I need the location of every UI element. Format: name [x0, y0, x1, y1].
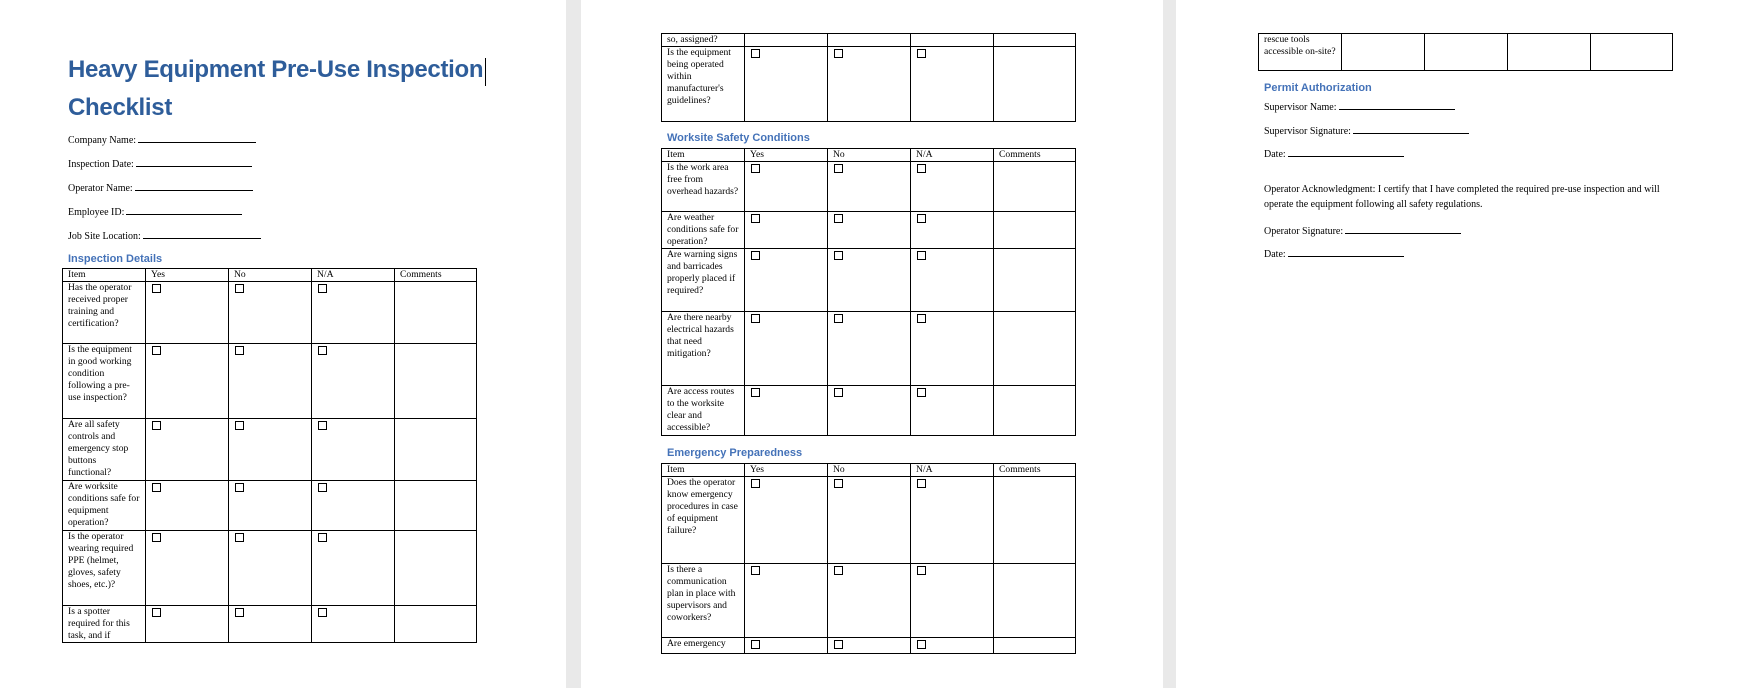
job-site-location-field[interactable]: [68, 229, 261, 242]
yes-cell[interactable]: [146, 606, 229, 643]
item-cell: Does the operator know emergency procedures in case of equipment failure?: [662, 477, 745, 564]
column-header-yes: Yes: [745, 464, 828, 477]
column-header-na: N/A: [911, 149, 994, 162]
na-cell[interactable]: [911, 162, 994, 212]
no-cell[interactable]: [229, 282, 312, 344]
no-checkbox[interactable]: [834, 314, 843, 323]
section-heading-worksite: Worksite Safety Conditions: [667, 132, 810, 144]
comments-cell[interactable]: [395, 282, 477, 344]
comments-cell[interactable]: [395, 606, 477, 643]
comments-cell[interactable]: [994, 386, 1076, 436]
column-header-comments: Comments: [395, 269, 477, 282]
table-row: [662, 638, 1076, 654]
field-label: Employee ID:: [68, 207, 125, 218]
no-cell[interactable]: [1425, 34, 1508, 71]
na-checkbox[interactable]: [318, 608, 327, 617]
comments-cell[interactable]: [994, 47, 1076, 122]
comments-cell[interactable]: [395, 344, 477, 419]
item-cell: Is the equipment in good working condition following a pre-use inspection?: [63, 344, 146, 419]
yes-checkbox[interactable]: [751, 49, 760, 58]
column-header-item: Item: [662, 149, 745, 162]
column-header-no: No: [828, 149, 911, 162]
no-cell[interactable]: [828, 564, 911, 638]
no-checkbox[interactable]: [235, 483, 244, 492]
item-cell: so, assigned?: [662, 34, 745, 47]
na-cell[interactable]: [911, 564, 994, 638]
no-cell[interactable]: [828, 47, 911, 122]
comments-cell[interactable]: [994, 564, 1076, 638]
emergency-table-continued: [1258, 33, 1673, 71]
yes-checkbox[interactable]: [751, 388, 760, 397]
yes-cell[interactable]: [146, 282, 229, 344]
table-row: [63, 282, 477, 344]
no-cell[interactable]: [828, 638, 911, 654]
na-checkbox[interactable]: [318, 284, 327, 293]
inspection-table-continued: [661, 33, 1076, 122]
comments-cell[interactable]: [395, 531, 477, 606]
yes-checkbox[interactable]: [751, 214, 760, 223]
inspection-table: [62, 268, 477, 643]
table-header-row: [63, 269, 477, 282]
na-cell[interactable]: [312, 419, 395, 481]
no-checkbox[interactable]: [235, 421, 244, 430]
no-checkbox[interactable]: [834, 566, 843, 575]
yes-cell[interactable]: [146, 481, 229, 531]
table-row: [662, 312, 1076, 386]
yes-checkbox[interactable]: [152, 346, 161, 355]
no-checkbox[interactable]: [834, 251, 843, 260]
na-checkbox[interactable]: [318, 533, 327, 542]
yes-cell[interactable]: [745, 564, 828, 638]
item-cell: Is the equipment being operated within manufacturer's guidelines?: [662, 47, 745, 122]
blank-line[interactable]: [1288, 247, 1404, 257]
supervisor-date-field[interactable]: [1264, 147, 1404, 160]
field-label: Supervisor Signature:: [1264, 126, 1351, 137]
na-cell[interactable]: [911, 47, 994, 122]
na-cell[interactable]: [911, 477, 994, 564]
yes-checkbox[interactable]: [152, 533, 161, 542]
na-cell[interactable]: [911, 34, 994, 47]
comments-cell[interactable]: [994, 312, 1076, 386]
blank-line[interactable]: [138, 133, 256, 143]
item-cell: Has the operator received proper training and certification?: [63, 282, 146, 344]
field-label: Job Site Location:: [68, 231, 141, 242]
na-checkbox[interactable]: [917, 566, 926, 575]
column-header-item: Item: [63, 269, 146, 282]
na-checkbox[interactable]: [917, 640, 926, 649]
yes-checkbox[interactable]: [751, 251, 760, 260]
na-cell[interactable]: [911, 638, 994, 654]
comments-cell[interactable]: [994, 34, 1076, 47]
yes-cell[interactable]: [745, 638, 828, 654]
no-checkbox[interactable]: [235, 346, 244, 355]
yes-cell[interactable]: [146, 419, 229, 481]
table-row: [662, 477, 1076, 564]
yes-cell[interactable]: [745, 312, 828, 386]
page-2: [581, 0, 1163, 688]
table-row: [63, 531, 477, 606]
field-label: Operator Name:: [68, 183, 133, 194]
no-checkbox[interactable]: [235, 608, 244, 617]
na-checkbox[interactable]: [917, 314, 926, 323]
page-gutter-left: [566, 0, 581, 688]
yes-cell[interactable]: [146, 531, 229, 606]
item-cell: Are emergency: [662, 638, 745, 654]
table-row: [662, 47, 1076, 122]
table-header-row: [662, 149, 1076, 162]
column-header-comments: Comments: [994, 149, 1076, 162]
na-cell[interactable]: [911, 386, 994, 436]
comments-cell[interactable]: [395, 419, 477, 481]
table-row: [662, 249, 1076, 312]
na-cell[interactable]: [911, 249, 994, 312]
field-label: Date:: [1264, 149, 1286, 160]
table-row: [662, 564, 1076, 638]
yes-checkbox[interactable]: [751, 314, 760, 323]
na-checkbox[interactable]: [318, 421, 327, 430]
table-row: [63, 344, 477, 419]
document-title: Heavy Equipment Pre-Use Inspection: [68, 56, 484, 83]
page-3: [1176, 0, 1753, 688]
na-checkbox[interactable]: [917, 251, 926, 260]
yes-cell[interactable]: [745, 477, 828, 564]
no-checkbox[interactable]: [834, 214, 843, 223]
blank-line[interactable]: [1353, 124, 1469, 134]
item-cell: Is a spotter required for this task, and if: [63, 606, 146, 643]
no-cell[interactable]: [828, 312, 911, 386]
na-cell[interactable]: [312, 282, 395, 344]
column-header-no: No: [229, 269, 312, 282]
comments-cell[interactable]: [395, 481, 477, 531]
yes-cell[interactable]: [745, 386, 828, 436]
no-cell[interactable]: [828, 34, 911, 47]
no-checkbox[interactable]: [834, 164, 843, 173]
na-checkbox[interactable]: [917, 164, 926, 173]
blank-line[interactable]: [1288, 147, 1404, 157]
column-header-na: N/A: [312, 269, 395, 282]
column-header-yes: Yes: [146, 269, 229, 282]
na-cell[interactable]: [911, 312, 994, 386]
emergency-table: [661, 463, 1076, 654]
company-name-field[interactable]: [68, 133, 256, 146]
item-cell: Are weather conditions safe for operation?: [662, 212, 745, 249]
yes-cell[interactable]: [745, 34, 828, 47]
field-label: Supervisor Name:: [1264, 102, 1337, 113]
comments-cell[interactable]: [994, 477, 1076, 564]
item-cell: Are all safety controls and emergency stop buttons functional?: [63, 419, 146, 481]
table-row: [662, 162, 1076, 212]
yes-checkbox[interactable]: [152, 284, 161, 293]
yes-cell[interactable]: [745, 47, 828, 122]
section-heading-emergency: Emergency Preparedness: [667, 447, 803, 459]
na-checkbox[interactable]: [917, 388, 926, 397]
no-cell[interactable]: [229, 531, 312, 606]
no-cell[interactable]: [828, 477, 911, 564]
na-cell[interactable]: [312, 481, 395, 531]
no-cell[interactable]: [229, 606, 312, 643]
no-cell[interactable]: [828, 386, 911, 436]
yes-cell[interactable]: [745, 249, 828, 312]
no-cell[interactable]: [229, 419, 312, 481]
table-row: [662, 34, 1076, 47]
no-cell[interactable]: [828, 212, 911, 249]
item-cell: Are worksite conditions safe for equipment operation?: [63, 481, 146, 531]
yes-checkbox[interactable]: [751, 164, 760, 173]
blank-line[interactable]: [126, 205, 242, 215]
column-header-comments: Comments: [994, 464, 1076, 477]
comments-cell[interactable]: [1591, 34, 1673, 71]
employee-id-field[interactable]: [68, 205, 242, 218]
yes-checkbox[interactable]: [751, 566, 760, 575]
yes-cell[interactable]: [1342, 34, 1425, 71]
yes-cell[interactable]: [745, 212, 828, 249]
yes-checkbox[interactable]: [152, 483, 161, 492]
table-row: [63, 481, 477, 531]
column-header-item: Item: [662, 464, 745, 477]
no-checkbox[interactable]: [834, 388, 843, 397]
table-row: [662, 386, 1076, 436]
operator-signature-field[interactable]: [1264, 224, 1461, 237]
no-checkbox[interactable]: [834, 49, 843, 58]
inspection-date-field[interactable]: [68, 157, 252, 170]
na-checkbox[interactable]: [318, 346, 327, 355]
item-cell: Is the operator wearing required PPE (helmet, gloves, safety shoes, etc.)?: [63, 531, 146, 606]
yes-checkbox[interactable]: [751, 479, 760, 488]
operator-name-field[interactable]: [68, 181, 253, 194]
section-heading-permit: Permit Authorization: [1264, 82, 1372, 94]
operator-acknowledgment: Operator Acknowledgment: I certify that I have completed the required pre-use inspection and will operate the equipment following all safety regulations.: [1264, 184, 1660, 210]
comments-cell[interactable]: [994, 212, 1076, 249]
na-checkbox[interactable]: [917, 479, 926, 488]
blank-line[interactable]: [1339, 100, 1455, 110]
column-header-na: N/A: [911, 464, 994, 477]
blank-line[interactable]: [135, 181, 253, 191]
yes-cell[interactable]: [146, 344, 229, 419]
item-cell: Are warning signs and barricades properly placed if required?: [662, 249, 745, 312]
table-row: [1259, 34, 1673, 71]
na-cell[interactable]: [1508, 34, 1591, 71]
table-row: [63, 419, 477, 481]
page-gutter-right: [1163, 0, 1176, 688]
column-header-no: No: [828, 464, 911, 477]
document-title-line-2: Checklist: [68, 94, 173, 121]
na-checkbox[interactable]: [917, 49, 926, 58]
item-cell: rescue tools accessible on-site?: [1259, 34, 1342, 71]
no-checkbox[interactable]: [834, 479, 843, 488]
no-cell[interactable]: [229, 481, 312, 531]
supervisor-signature-field[interactable]: [1264, 124, 1469, 137]
na-checkbox[interactable]: [318, 483, 327, 492]
item-cell: Are access routes to the worksite clear and accessible?: [662, 386, 745, 436]
blank-line[interactable]: [143, 229, 261, 239]
blank-line[interactable]: [1345, 224, 1461, 234]
page-1: [0, 0, 566, 688]
item-cell: Is the work area free from overhead hazards?: [662, 162, 745, 212]
na-cell[interactable]: [312, 531, 395, 606]
comments-cell[interactable]: [994, 162, 1076, 212]
no-cell[interactable]: [828, 249, 911, 312]
table-row: [662, 212, 1076, 249]
comments-cell[interactable]: [994, 249, 1076, 312]
supervisor-name-field[interactable]: [1264, 100, 1455, 113]
yes-checkbox[interactable]: [152, 608, 161, 617]
na-cell[interactable]: [312, 606, 395, 643]
na-cell[interactable]: [911, 212, 994, 249]
table-header-row: [662, 464, 1076, 477]
item-cell: Is there a communication plan in place with supervisors and coworkers?: [662, 564, 745, 638]
no-checkbox[interactable]: [235, 284, 244, 293]
na-checkbox[interactable]: [917, 214, 926, 223]
no-cell[interactable]: [229, 344, 312, 419]
yes-cell[interactable]: [745, 162, 828, 212]
no-checkbox[interactable]: [834, 640, 843, 649]
column-header-yes: Yes: [745, 149, 828, 162]
text-cursor: [485, 58, 486, 86]
section-heading-inspection: Inspection Details: [68, 253, 163, 265]
yes-checkbox[interactable]: [152, 421, 161, 430]
worksite-table: [661, 148, 1076, 436]
yes-checkbox[interactable]: [751, 640, 760, 649]
operator-date-field[interactable]: [1264, 247, 1404, 260]
no-cell[interactable]: [828, 162, 911, 212]
field-label: Inspection Date:: [68, 159, 134, 170]
field-label: Operator Signature:: [1264, 226, 1344, 237]
comments-cell[interactable]: [994, 638, 1076, 654]
item-cell: Are there nearby electrical hazards that need mitigation?: [662, 312, 745, 386]
no-checkbox[interactable]: [235, 533, 244, 542]
table-row: [63, 606, 477, 643]
field-label: Date:: [1264, 249, 1286, 260]
na-cell[interactable]: [312, 344, 395, 419]
blank-line[interactable]: [136, 157, 252, 167]
field-label: Company Name:: [68, 135, 137, 146]
